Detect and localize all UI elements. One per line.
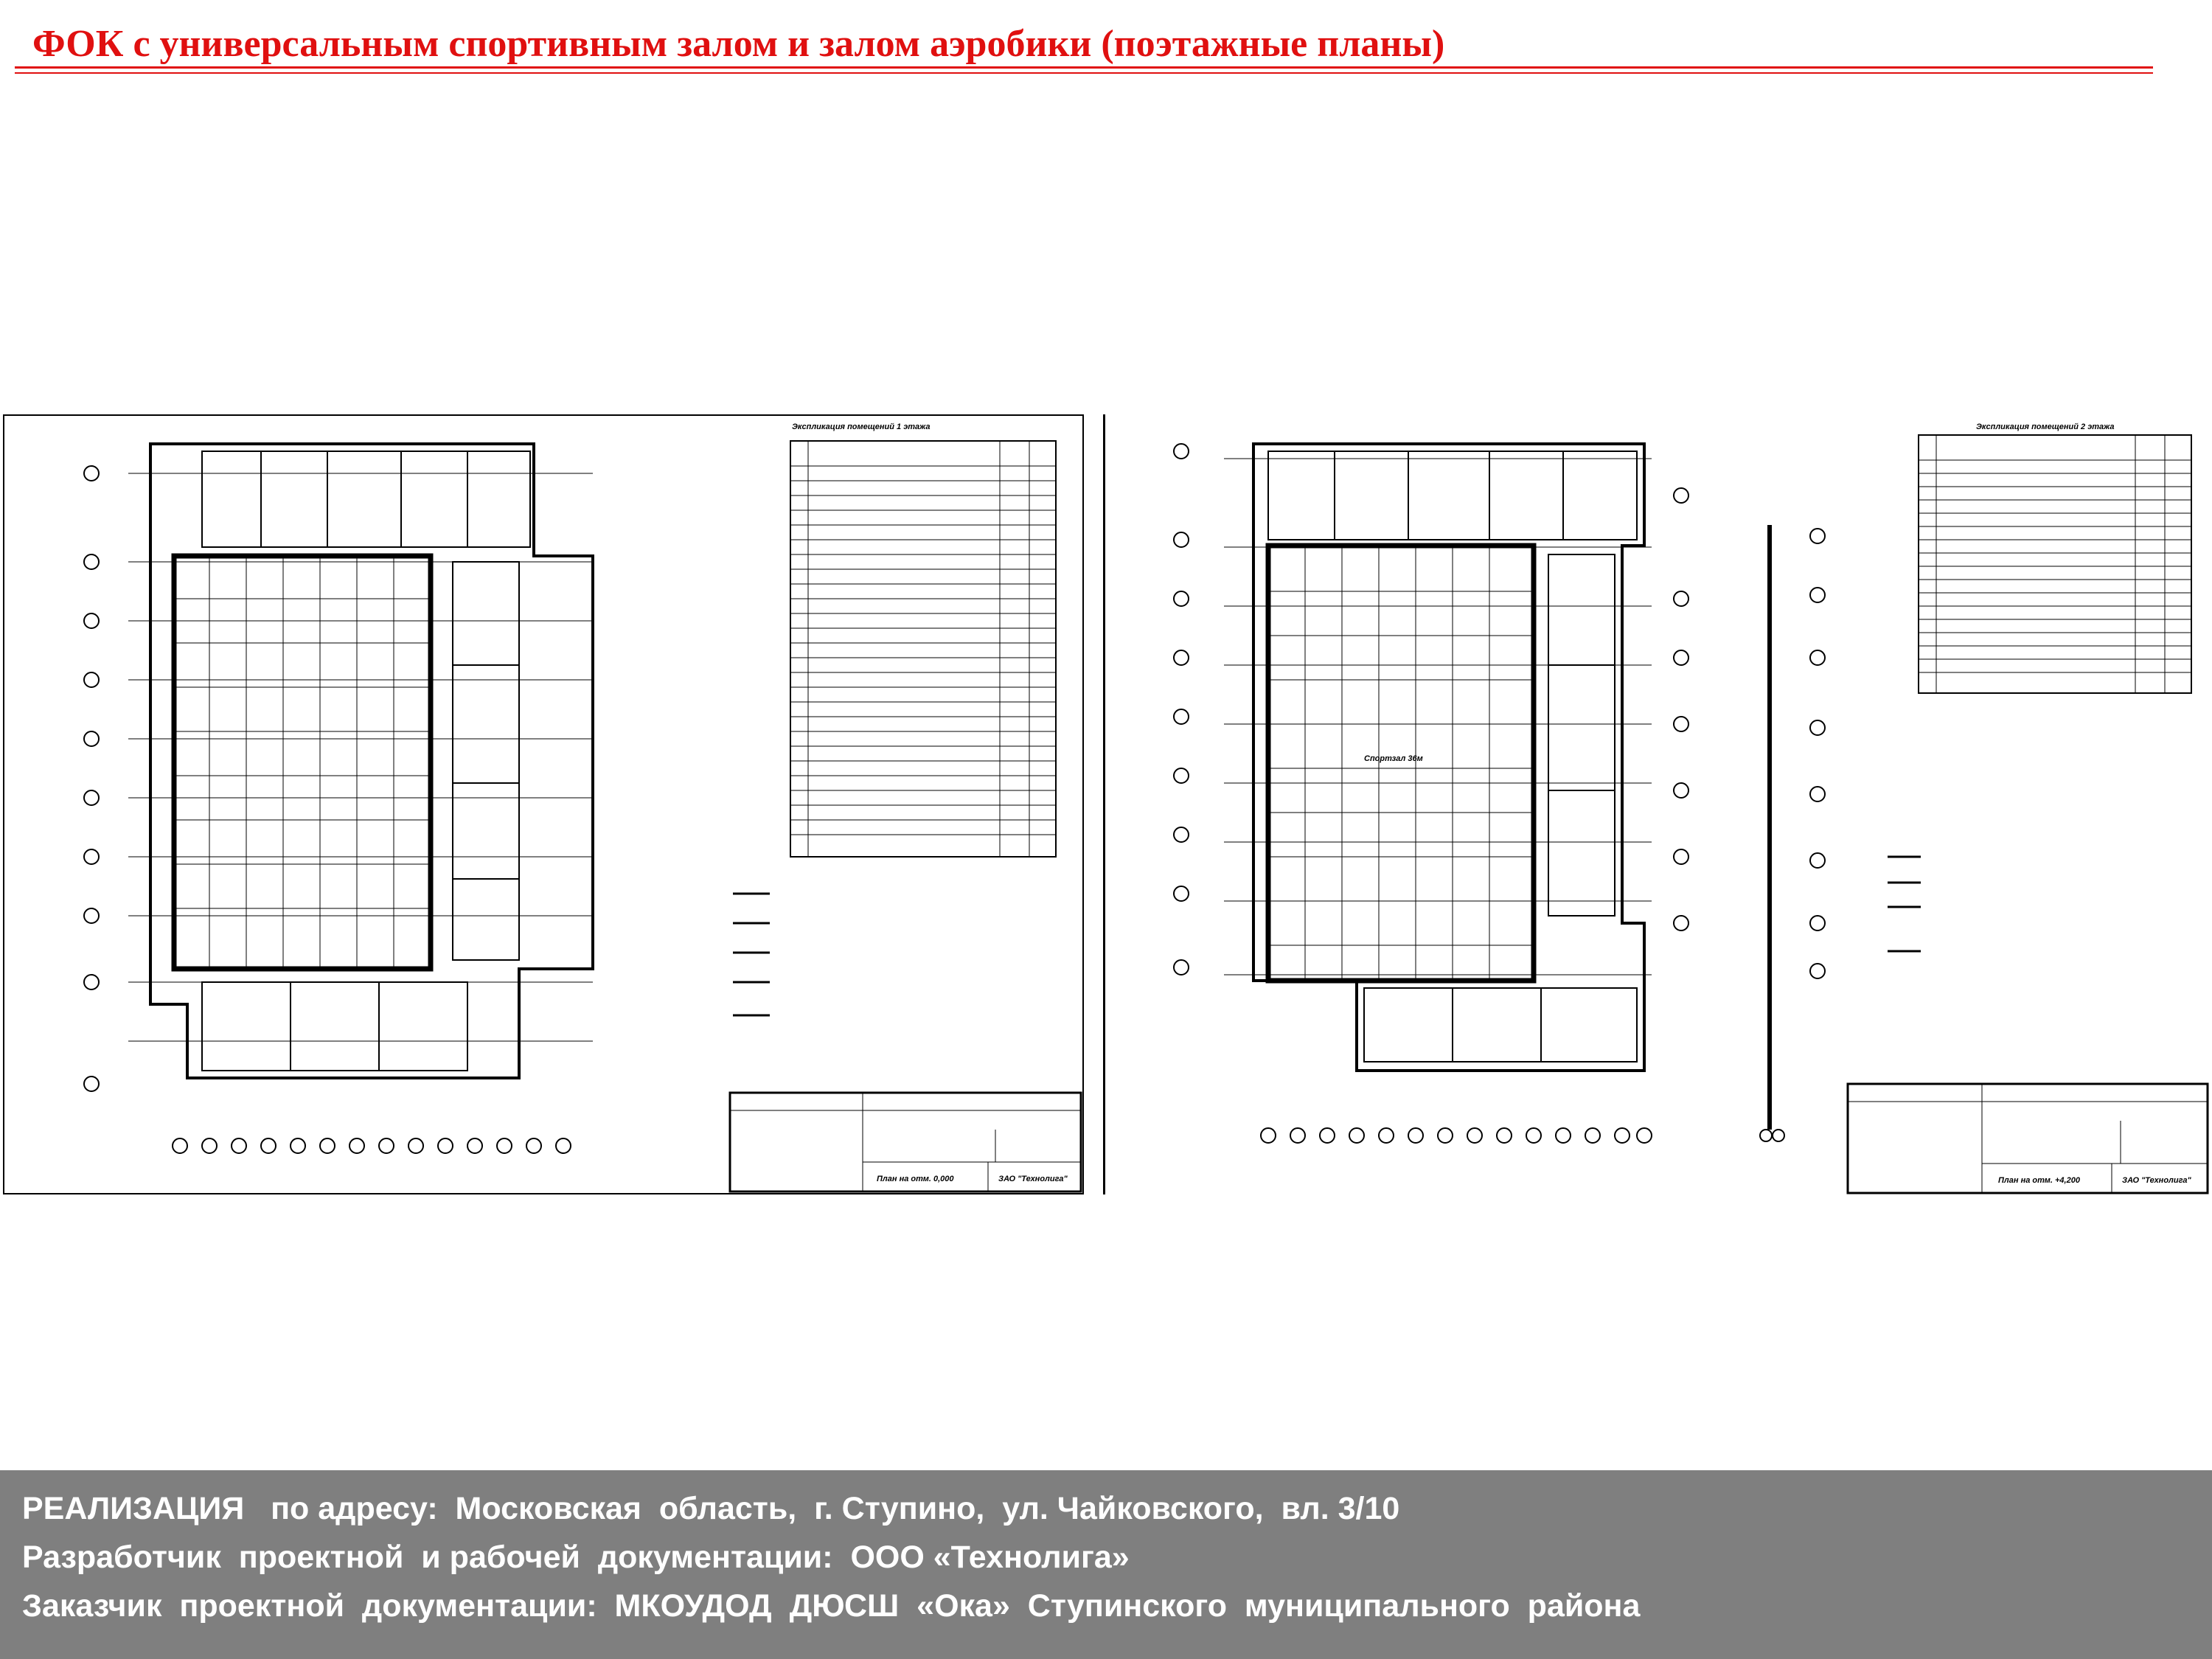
slide-title: ФОК с универсальным спортивным залом и залом аэробики (поэтажные планы) — [32, 23, 1445, 65]
floor-plan-2 — [1135, 414, 2209, 1194]
footer-customer: Заказчик проектной документации: МКОУДОД ДЮСШ «Ока» Ступинского муниципального района — [22, 1588, 1641, 1624]
footer-address: РЕАЛИЗАЦИЯ по адресу: Московская область, г. Ступино, ул. Чайковского, вл. 3/10 — [22, 1491, 1400, 1526]
sheet-divider — [1103, 414, 1105, 1194]
explication-caption-2: Экспликация помещений 2 этажа — [1976, 422, 2115, 431]
floor-plan-2-drawing — [1135, 414, 2209, 1194]
company-stamp-1: ЗАО "Технолига" — [998, 1175, 1068, 1183]
floor-plan-1-drawing — [3, 414, 1084, 1194]
footer-developer: Разработчик проектной и рабочей документации: ООО «Технолига» — [22, 1540, 1130, 1575]
footer-banner — [0, 1470, 2212, 1659]
plan-scale-note-2: План на отм. +4,200 — [1998, 1176, 2080, 1185]
hall-label: Спортзал 36м — [1364, 754, 1423, 763]
floor-plan-1 — [3, 414, 1084, 1194]
title-underline-second — [15, 72, 2153, 74]
title-underline — [15, 66, 2153, 69]
explication-caption: Экспликация помещений 1 этажа — [792, 422, 931, 431]
plan-scale-note-1: План на отм. 0,000 — [877, 1175, 954, 1183]
company-stamp-2: ЗАО "Технолига" — [2122, 1176, 2191, 1185]
